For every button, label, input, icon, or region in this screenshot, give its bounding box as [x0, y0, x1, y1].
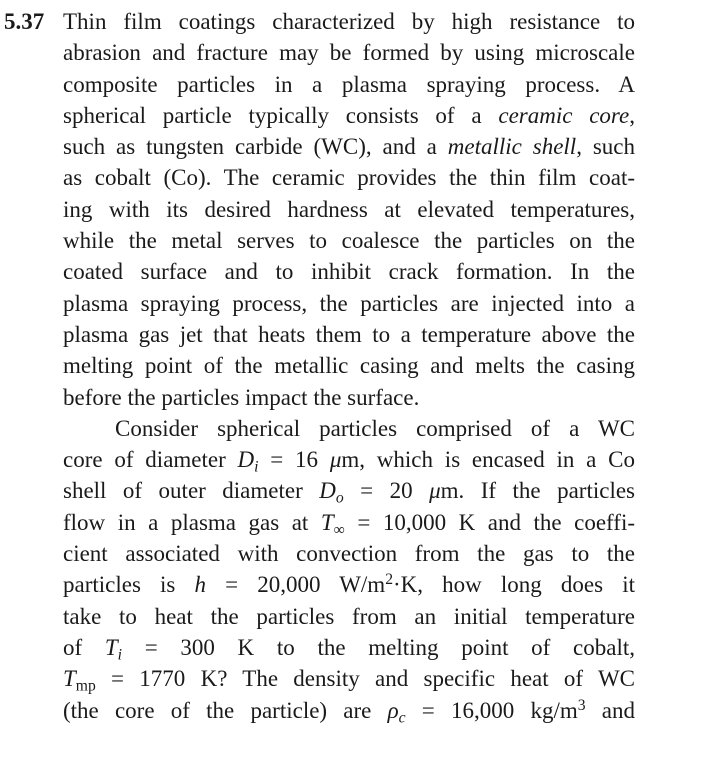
- text-line: particles is h = 20,000 $W/m^2\cdot K$, how long does it: [63, 571, 635, 598]
- text-line: melting point of the metallic casing and melts the casing: [63, 353, 635, 379]
- text-line: before the particles impact the surface.: [63, 384, 420, 410]
- text-line: while the metal serves to coalesce the particles on the: [63, 228, 635, 254]
- text-line: cient associated with convection from the gas to the: [63, 541, 635, 567]
- text-line: of $T_i = 300$ K to the melting point of cobalt,: [63, 634, 635, 664]
- text-line: (the core of the particle) are $\rho_c = 16,000$ $kg/m^3$ and: [63, 696, 635, 727]
- text-line: plasma spraying process, the particles are injected into a: [63, 290, 635, 316]
- text-line: ing with its desired hardness at elevated temperatures,: [63, 196, 635, 222]
- text-line: composite particles in a plasma spraying process. A: [63, 71, 635, 97]
- text-line: core of diameter $D_i = 16$ μm, which is encased in a Co: [63, 447, 635, 476]
- text-line: Consider spherical particles comprised of a WC: [115, 415, 635, 441]
- text-line: $T_{mp} = 1770$ K? The density and specific heat of WC: [63, 666, 635, 695]
- problem-statement: [63, 6, 635, 726]
- text-line: take to heat the particles from an initial temperature: [63, 603, 635, 629]
- text-line: plasma gas jet that heats them to a temperature above the: [63, 321, 635, 347]
- text-line: Thin film coatings characterized by high resistance to: [63, 9, 635, 34]
- text-line: abrasion and fracture may be formed by using microscale: [63, 40, 635, 66]
- text-line: shell of outer diameter $D_o = 20$ μm. If the particles: [63, 478, 635, 508]
- text-line: spherical particle typically consists of a ceramic core,: [63, 102, 635, 128]
- text-line: flow in a plasma gas at $T_\infty = 10,000$ K and the coeffi-: [63, 509, 635, 539]
- text-line: coated surface and to inhibit crack formation. In the: [63, 259, 635, 285]
- problem-number: 5.37: [4, 9, 45, 34]
- text-line: such as tungsten carbide (WC), and a metallic shell, such: [63, 134, 636, 160]
- text-line: as cobalt (Co). The ceramic provides the thin film coat-: [63, 165, 635, 191]
